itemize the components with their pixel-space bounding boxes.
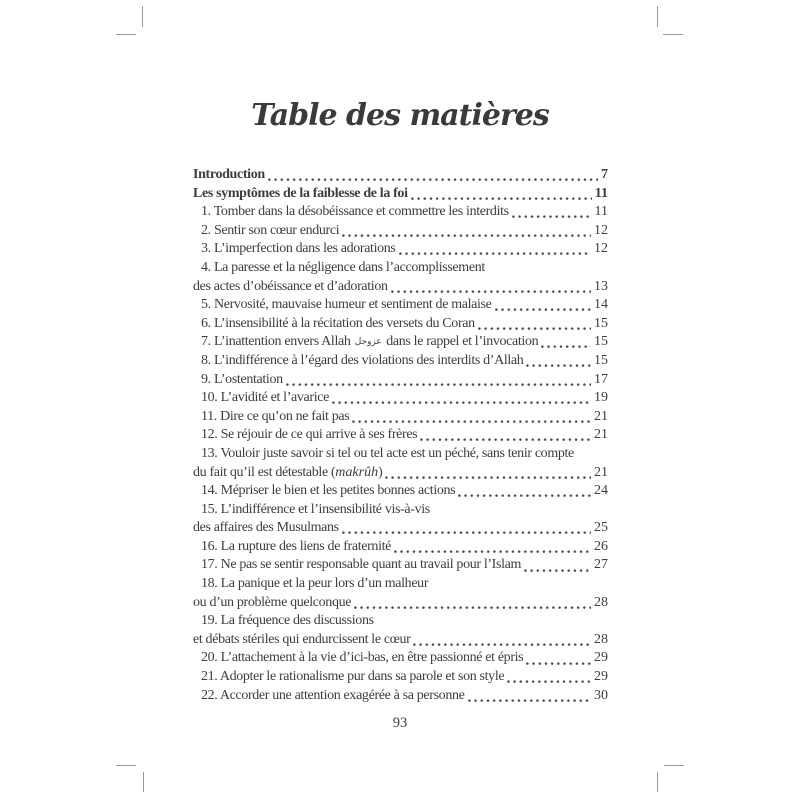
toc-entry-text: du fait qu’il est détestable (makrûh) — [193, 464, 383, 480]
toc-row — [193, 538, 608, 557]
crop-mark-bottom-left-horizontal — [116, 765, 136, 766]
dot-leader — [268, 178, 598, 181]
toc-entry-text: 5. Nervosité, mauvaise humeur et sentiment de malaise — [201, 297, 492, 313]
toc-page-number: 25 — [594, 520, 608, 536]
toc-row — [193, 240, 608, 259]
dot-leader — [526, 364, 591, 367]
page-title: Table des matières — [251, 98, 549, 133]
toc-entry-text: 18. La panique et la peur lors d’un malheur — [201, 576, 429, 592]
toc-page-number: 7 — [601, 167, 608, 182]
dot-leader — [420, 438, 591, 441]
toc-row — [193, 687, 608, 706]
crop-mark-bottom-left-vertical — [143, 772, 144, 792]
toc-page-number: 21 — [594, 427, 608, 443]
azza-wa-jall-calligraphy: عزوجل — [354, 337, 382, 348]
toc-row — [193, 352, 608, 371]
toc-row — [193, 296, 608, 315]
crop-mark-bottom-right-horizontal — [664, 765, 684, 766]
toc-page-number: 14 — [594, 297, 608, 313]
toc-row — [193, 408, 608, 427]
toc-row — [193, 389, 608, 408]
dot-leader — [478, 327, 591, 330]
toc-page-number: 11 — [594, 185, 608, 201]
toc-entry-text: 22. Accorder une attention exagérée à sa personne — [201, 687, 465, 703]
dot-leader — [507, 680, 591, 683]
toc-entry-text: ou d’un problème quelconque — [193, 594, 352, 610]
toc-entry-text: 6. L’insensibilité à la récitation des versets du Coran — [201, 315, 475, 331]
toc-entry-text: 10. L’avidité et l’avarice — [201, 390, 329, 406]
dot-leader — [524, 569, 591, 572]
toc-entry-text: Introduction — [193, 167, 265, 182]
toc-entry-text: Les symptômes de la faiblesse de la foi — [193, 185, 408, 201]
toc-entry-text: 17. Ne pas se sentir responsable quant au travail pour l’Islam — [201, 557, 522, 573]
dot-leader — [354, 606, 591, 609]
folio-page-number: 93 — [392, 715, 408, 731]
toc-row — [193, 594, 608, 613]
toc-page-number: 30 — [594, 687, 608, 703]
toc-entry-text: 4. La paresse et la négligence dans l’accomplissement — [201, 259, 485, 275]
toc-entry-text: des actes d’obéissance et d’adoration — [193, 278, 388, 294]
toc-entry-text: 2. Sentir son cœur endurci — [201, 222, 340, 238]
toc-entry-text: 16. La rupture des liens de fraternité — [201, 538, 392, 554]
dot-leader — [458, 494, 591, 497]
toc-page-number: 27 — [594, 557, 608, 573]
dot-leader — [541, 345, 591, 348]
dot-leader — [413, 643, 591, 646]
toc-page-number: 15 — [594, 352, 608, 368]
dot-leader — [286, 383, 591, 386]
toc-row — [193, 185, 608, 204]
toc-entry-text: 14. Mépriser le bien et les petites bonnes actions — [201, 483, 456, 499]
toc-row — [193, 333, 608, 352]
toc-entry-text: 20. L’attachement à la vie d’ici-bas, en être passionné et épris — [201, 650, 524, 666]
toc-page-number: 21 — [594, 464, 608, 480]
toc-row — [193, 631, 608, 650]
toc-entry-text: 3. L’imperfection dans les adorations — [201, 241, 396, 257]
crop-mark-top-right-vertical — [657, 6, 658, 27]
toc-row — [193, 464, 608, 483]
toc-entry-text: 8. L’indifférence à l’égard des violations des interdits d’Allah — [201, 352, 524, 368]
toc-page-number: 17 — [594, 371, 608, 387]
toc-row — [193, 166, 608, 185]
toc-page-number: 21 — [594, 408, 608, 424]
toc-entry-text: 12. Se réjouir de ce qui arrive à ses frères — [201, 427, 418, 443]
toc-page-number: 29 — [594, 650, 608, 666]
toc-row — [193, 649, 608, 668]
dot-leader — [399, 252, 591, 255]
toc-page-number: 19 — [594, 390, 608, 406]
toc-row — [193, 222, 608, 241]
toc-entry-text: 15. L’indifférence et l’insensibilité vis-à-vis — [201, 501, 430, 517]
toc-row — [193, 668, 608, 687]
toc-row — [193, 445, 608, 464]
dot-leader — [391, 290, 591, 293]
dot-leader — [342, 234, 591, 237]
toc-page-number: 26 — [594, 538, 608, 554]
dot-leader — [526, 662, 591, 665]
dot-leader — [352, 420, 591, 423]
table-of-contents — [193, 166, 608, 705]
dot-leader — [468, 699, 592, 702]
toc-row — [193, 556, 608, 575]
toc-row — [193, 203, 608, 222]
crop-mark-top-right-horizontal — [663, 34, 683, 35]
toc-row — [193, 612, 608, 631]
toc-page-number: 29 — [594, 669, 608, 685]
toc-entry-text: 1. Tomber dans la désobéissance et commettre les interdits — [201, 204, 509, 220]
dot-leader — [332, 401, 591, 404]
dot-leader — [394, 550, 591, 553]
crop-mark-top-left-vertical — [142, 6, 143, 27]
toc-row — [193, 426, 608, 445]
toc-page-number: 15 — [594, 315, 608, 331]
toc-entry-text: des affaires des Musulmans — [193, 520, 339, 536]
toc-row — [193, 575, 608, 594]
toc-page-number: 12 — [594, 241, 608, 257]
toc-entry-text: 19. La fréquence des discussions — [201, 613, 374, 629]
toc-entry-text: 11. Dire ce qu’on ne fait pas — [201, 408, 350, 424]
toc-entry-text: et débats stériles qui endurcissent le cœur — [193, 631, 411, 647]
toc-page-number: 28 — [594, 594, 608, 610]
toc-row — [193, 371, 608, 390]
dot-leader — [495, 308, 591, 311]
crop-mark-bottom-right-vertical — [657, 772, 658, 792]
toc-row — [193, 315, 608, 334]
dot-leader — [512, 215, 592, 218]
toc-row — [193, 519, 608, 538]
toc-entry-text: 21. Adopter le rationalisme pur dans sa parole et son style — [201, 669, 505, 685]
toc-page-number: 24 — [594, 483, 608, 499]
toc-page-number: 28 — [594, 631, 608, 647]
toc-entry-text: 9. L’ostentation — [201, 371, 283, 387]
toc-page-number: 13 — [594, 278, 608, 294]
toc-page-number: 15 — [594, 334, 608, 350]
crop-mark-top-left-horizontal — [116, 34, 136, 35]
toc-row — [193, 482, 608, 501]
toc-page-number: 11 — [594, 204, 608, 220]
dot-leader — [342, 531, 591, 534]
toc-page-number: 12 — [594, 222, 608, 238]
toc-entry-text: 7. L’inattention envers Allah عزوجل dans le rappel et l’invocation — [201, 334, 539, 350]
toc-row — [193, 259, 608, 278]
toc-row — [193, 501, 608, 520]
dot-leader — [411, 197, 592, 200]
toc-entry-text: 13. Vouloir juste savoir si tel ou tel acte est un péché, sans tenir compte — [201, 445, 574, 461]
dot-leader — [385, 476, 591, 479]
toc-row — [193, 278, 608, 297]
